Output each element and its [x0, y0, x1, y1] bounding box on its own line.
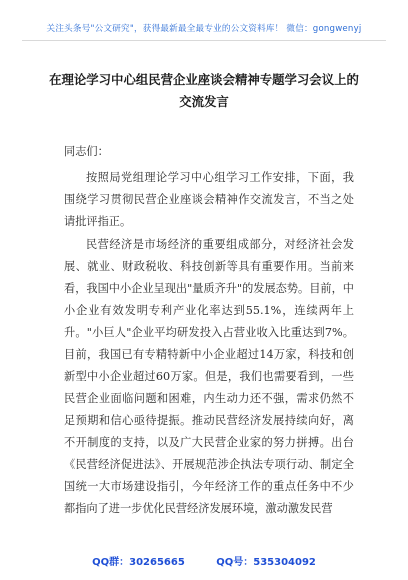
greeting: 同志们： — [64, 145, 109, 158]
banner-divider — [22, 40, 386, 41]
document-title-line2: 交流发言 — [179, 94, 229, 109]
paragraph-body: 民营经济是市场经济的重要组成部分，对经济社会发展、就业、财政税收、科技创新等具有重要作用。当前来看，我国中小企业呈现出"量质齐升"的发展态势。目前，中小企业有效发明专利产业化率达到55.1%，连续两年上升。"小巨人"企业平均研发投入占营业收入比重达到7%。目前，我国已有专精特新中小企业超过14万家，科技和创新型中小企业超过60万家。但是，我们也需要看到，一些民营企业面临问题和困难，内生动力还不强，需求仍然不足预期和信心亟待提振。推动民营经济发展持续向好，离不开制度的支持，以及广大民营企业家的努力拼搏。出台《民营经济促进法》、开展规范涉企执法专项行动、制定全国统一大市场建设指引，今年经济工作的重点任务中不少都指向了进一步优化民营经济发展环境，激动激发民营 — [64, 238, 354, 515]
document-title-line1: 在理论学习中心组民营企业座谈会精神专题学习会议上的 — [49, 72, 359, 87]
top-banner: 关注头条号"公文研究"，获得最新最全最专业的公文资料库！ 微信：gongwenyj — [46, 24, 362, 34]
footer-qq-group: QQ群：30265665 — [92, 557, 185, 568]
footer-qq-number: QQ号：535304092 — [216, 557, 316, 568]
footer-contact — [0, 553, 408, 568]
paragraph-intro: 按照局党组理论学习中心组学习工作安排，下面，我围绕学习贯彻民营企业座谈会精神作交流发言，不当之处请批评指正。 — [64, 171, 354, 228]
